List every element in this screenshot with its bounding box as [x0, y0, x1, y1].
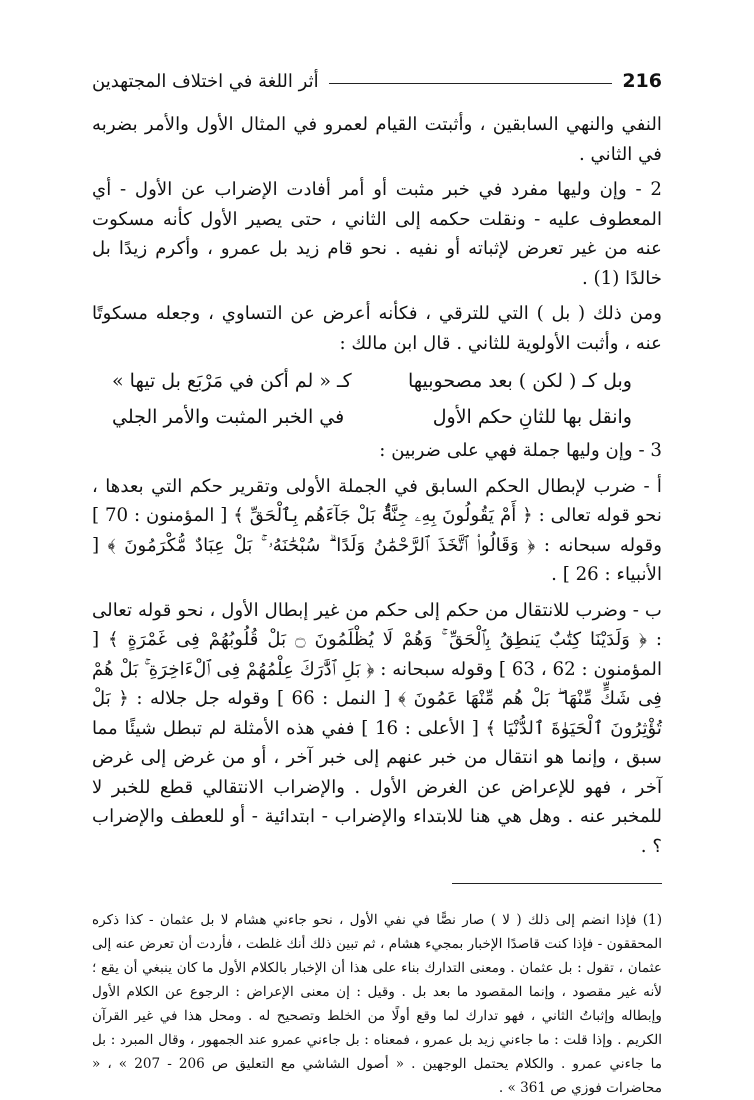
header-rule [329, 83, 613, 84]
footnotes [92, 908, 662, 1100]
verse-first-hemistich: وبل كـ ( لكن ) بعد مصحوبيها [407, 370, 632, 392]
body-paragraph: ب - وضرب للانتقال من حكم إلى حكم من غير إبطال الأول ، نحو قوله تعالى : ﴿ وَلَدَيْنَا كِتَٰبٌ يَنطِقُ بِٱلْحَقِّ ۚ وَهُمْ لَا يُظْلَمُونَ ۝ بَلْ قُلُوبُهُمْ فِى غَمْرَةٍ ﴾ [ المؤمنون : 62 ، 63 ] وقوله سبحانه : ﴿ بَلِ ٱدَّٰرَكَ عِلْمُهُمْ فِى ٱلْءَاخِرَةِ ۚ بَلْ هُمْ فِى شَكٍّ مِّنْهَا ۖ بَلْ هُم مِّنْهَا عَمُونَ ﴾ [ النمل : 66 ] وقوله جل جلاله : ﴿ بَلْ تُؤْثِرُونَ ٱلْحَيَوٰةَ ٱلدُّنْيَا ﴾ [ الأعلى : 16 ] ففي هذه الأمثلة لم تبطل شيئًا مما سبق ، وإنما هو انتقال من خبر عنهم إلى خبر آخر ، أو من غرض إلى غرض آخر ، فهو للإعراض عن الغرض الأول . والإضراب الانتقالي قطع للخبر لا للمخبر عنه . وهل هي هنا للابتداء والإضراب - ابتدائية - أو للعطف والإضراب ؟ . [92, 599, 662, 857]
body-paragraph: النفي والنهي السابقين ، وأثبتت القيام لعمرو في المثال الأول والأمر بضربه في الثاني . [92, 114, 662, 165]
body-paragraph: أ - ضرب لإبطال الحكم السابق في الجملة الأولى وتقرير حكم التي بعدها ، نحو قوله تعالى : ﴿ أَمْ يَقُولُونَ بِهِۦ جِنَّةٌۢ بَلْ جَآءَهُم بِٱلْحَقِّ ﴾ [ المؤمنون : 70 ] وقوله سبحانه : ﴿ وَقَالُوا۟ ٱتَّخَذَ ٱلرَّحْمَٰنُ وَلَدًا ۗ سُبْحَٰنَهُۥ ۚ بَلْ عِبَادٌ مُّكْرَمُونَ ﴾ [ الأنبياء : 26 ] . [92, 475, 662, 585]
footnote: (1) فإذا انضم إلى ذلك ( لا ) صار نصًّا في نفي الأول ، نحو جاءني هشام لا بل عثمان - كذا ذكره المحققون - فإذا كنت قاصدًا الإخبار بمجيء هشام ، ثم تبين ذلك أنك غلطت ، فأردت أن تعرض عنه إلى عثمان ، تقول : بل عثمان . ومعنى التدارك بناء على هذا أن الإخبار بالكلام الأول ما كان ينبغي أن يقع ؛ لأنه غير مقصود ، وإنما المقصود ما بعد بل . وقيل : إن معنى الإعراض : الرجوع عن الكلام الأول وإبطاله وإثباتُ الثاني ، فهو تدارك لما وقع أولًا من الخلط وتصحيح له . ومحل هذا في غير القرآن الكريم . وإذا قلت : ما جاءني زيد بل عمرو ، فمعناه : بل جاءني عمرو عند الجمهور ، وقال المبرد : بل ما جاءني عمرو . والكلام يحتمل الوجهين . « أصول الشاشي مع التعليق ص 206 - 207 » ، « محاضرات فوزي ص 361 » . [92, 912, 662, 1096]
verse-second-hemistich: في الخبر المثبت والأمر الجلي [112, 406, 345, 428]
footnote-separator [452, 883, 662, 884]
main-text [92, 110, 662, 861]
book-page [92, 58, 662, 1100]
body-paragraph: 3 - وإن وليها جملة فهي على ضربين : [379, 440, 662, 461]
page-number: 216 [622, 70, 662, 92]
running-header [92, 58, 662, 92]
verse-first-hemistich: وانقل بها للثانِ حكم الأول [432, 406, 632, 428]
poetry-verse [112, 364, 632, 398]
verse-second-hemistich: كـ « لم أكن في مَرْبَع بل تيها » [112, 370, 352, 392]
body-paragraph: 2 - وإن وليها مفرد في خبر مثبت أو أمر أفادت الإضراب عن الأول - أي المعطوف عليه - ونقلت حكمه إلى الثاني ، حتى يصير الأول كأنه مسكوت عنه من غير تعرض لإثباته أو نفيه . نحو قام زيد بل عمرو ، وأكرم زيدًا بل خالدًا (1) . [92, 179, 662, 289]
poetry-verse [112, 400, 632, 434]
running-title: أثر اللغة في اختلاف المجتهدين [92, 71, 319, 92]
body-paragraph: ومن ذلك ( بل ) التي للترقي ، فكأنه أعرض عن التساوي ، وجعله مسكوتًا عنه ، وأثبت الأولوية للثاني . قال ابن مالك : [92, 303, 662, 354]
